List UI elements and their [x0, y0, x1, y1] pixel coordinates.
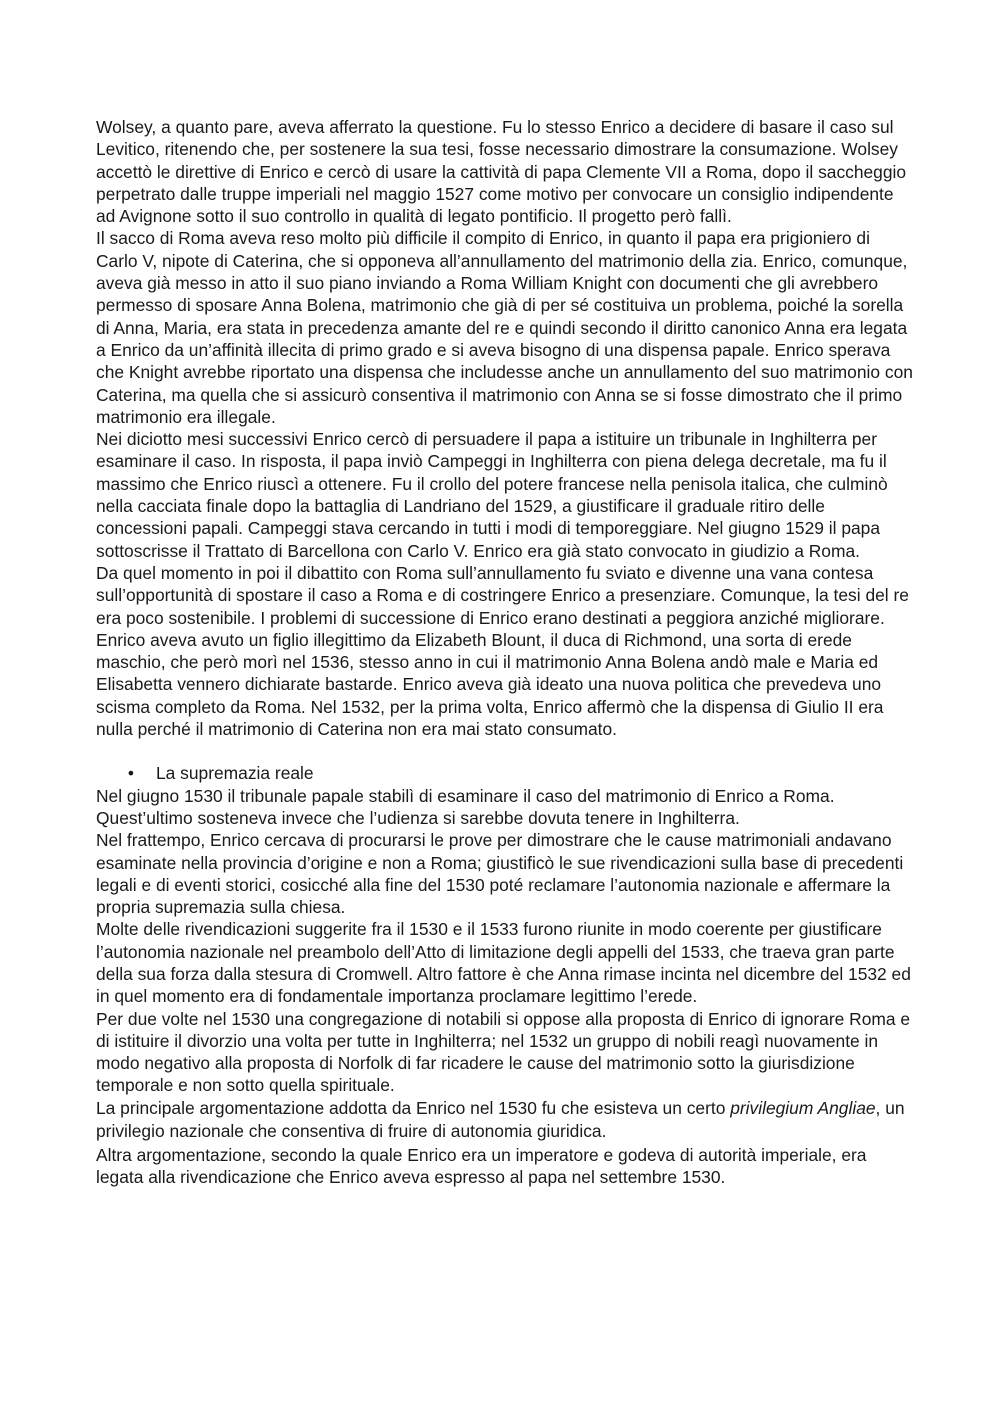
paragraph-rivendicazioni: Molte delle rivendicazioni suggerite fra il 1530 e il 1533 furono riunite in modo coerente per giustificare l’autonomia nazionale nel preambolo dell’Atto di limitazione degli appelli del 1533, che traeva gran parte della sua forza dalla stesura di Cromwell. Altro fattore è che Anna rimase incinta nel dicembre del 1532 ed in quel momento era di fondamentale importanza proclamare legittimo l’erede.	[96, 919, 911, 1007]
document-page	[96, 116, 916, 1189]
paragraph-dibattito-con-roma: Da quel momento in poi il dibattito con Roma sull’annullamento fu sviato e divenne una vana contesa sull’opportunità di spostare il caso a Roma e di costringere Enrico a presenziare. Comunque, la tesi del re era poco sostenibile. I problemi di successione di Enrico erano destinati a peggiora anziché migliorare. Enrico aveva avuto un figlio illegittimo da Elizabeth Blount, il duca di Richmond, una sorta di erede maschio, che però morì nel 1536, stesso anno in cui il matrimonio Anna Bolena andò male e Maria ed Elisabetta vennero dichiarate bastarde. Enrico aveva già ideato una nuova politica che prevedeva uno scisma completo da Roma. Nel 1532, per la prima volta, Enrico affermò che la dispensa di Giulio II era nulla perché il matrimonio di Caterina non era mai stato consumato.	[96, 562, 909, 740]
paragraph-diciotto-mesi: Nei diciotto mesi successivi Enrico cercò di persuadere il papa a istituire un tribunale in Inghilterra per esaminare il caso. In risposta, il papa inviò Campeggi in Inghilterra con piena delega decretale, ma fu il massimo che Enrico riuscì a ottenere. Fu il crollo del potere francese nella penisola italica, che culminò nella cacciata finale dopo la battaglia di Landriano del 1529, a giustificare il graduale ritiro delle concessioni papali. Campeggi stava cercando in tutti i modi di temporeggiare. Nel giugno 1529 il papa sottoscrisse il Trattato di Barcellona con Carlo V. Enrico era già stato convocato in giudizio a Roma.	[96, 429, 888, 561]
section-spacer	[96, 740, 916, 762]
paragraph-wolsey: Wolsey, a quanto pare, aveva afferrato la questione. Fu lo stesso Enrico a decidere di basare il caso sul Levitico, ritenendo che, per sostenere la sua tesi, fosse necessario dimostrare la consumazione. Wolsey accettò le direttive di Enrico e cercò di usare la cattività di papa Clemente VII a Roma, dopo il saccheggio perpetrato dalle truppe imperiali nel maggio 1527 come motivo per convocare un consiglio indipendente ad Avignone sotto il suo controllo in qualità di legato pontificio. Il progetto però fallì.	[96, 117, 907, 227]
paragraph-privilegium	[96, 1097, 916, 1144]
paragraph-congregazione-notabili: Per due volte nel 1530 una congregazione di notabili si oppose alla proposta di Enrico di ignorare Roma e di istituire il divorzio una volta per tutte in Inghilterra; nel 1532 un gruppo di nobili reagì nuovamente in modo negativo alla proposta di Norfolk di far ricadere le cause del matrimonio sotto la giurisdizione temporale e non sotto quella spirituale.	[96, 1008, 911, 1096]
privilegium-italic: privilegium Angliae	[730, 1097, 876, 1118]
paragraph-nel-frattempo: Nel frattempo, Enrico cercava di procurarsi le prove per dimostrare che le cause matrimoniali andavano esaminate nella provincia d’origine e non a Roma; giustificò le sue rivendicazioni sulla base di precedenti legali e di eventi storici, cosicché alla fine del 1530 poté reclamare l’autonomia nazionale e affermare la propria supremazia sulla chiesa.	[96, 830, 904, 918]
section-heading-supremazia	[96, 762, 916, 784]
heading-text: La supremazia reale	[156, 763, 314, 784]
privilegium-after: , un privilegio nazionale che consentiva di fruire di autonomia giuridica.	[96, 1097, 905, 1142]
paragraph-sacco-di-roma: Il sacco di Roma aveva reso molto più difficile il compito di Enrico, in quanto il papa era prigioniero di Carlo V, nipote di Caterina, che si opponeva all’annullamento del matrimonio della zia. Enrico, comunque, aveva già messo in atto il suo piano inviando a Roma William Knight con documenti che gli avrebbero permesso di sposare Anna Bolena, matrimonio che già di per sé costituiva un problema, poiché la sorella di Anna, Maria, era stata in precedenza amante del re e quindi secondo il diritto canonico Anna era legata a Enrico da un’affinità illecita di primo grado e si aveva bisogno di una dispensa papale. Enrico sperava che Knight avrebbe riportato una dispensa che includesse anche un annullamento del suo matrimonio con Caterina, ma quella che si assicurò consentiva il matrimonio con Anna se si fosse dimostrato che il primo matrimonio era illegale.	[96, 228, 913, 427]
bullet-icon: •	[127, 763, 134, 784]
privilegium-before: La principale argomentazione addotta da Enrico nel 1530 fu che esisteva un certo	[96, 1097, 731, 1118]
paragraph-imperatore: Altra argomentazione, secondo la quale Enrico era un imperatore e godeva di autorità imperiale, era legata alla rivendicazione che Enrico aveva espresso al papa nel settembre 1530.	[96, 1144, 867, 1188]
paragraph-giugno-1530: Nel giugno 1530 il tribunale papale stabilì di esaminare il caso del matrimonio di Enrico a Roma. Quest’ultimo sosteneva invece che l’udienza si sarebbe dovuta tenere in Inghilterra.	[96, 785, 835, 828]
